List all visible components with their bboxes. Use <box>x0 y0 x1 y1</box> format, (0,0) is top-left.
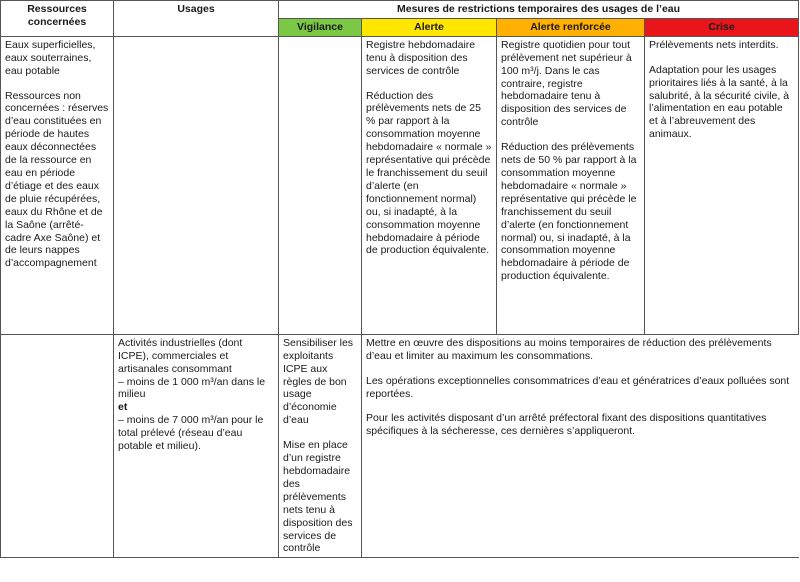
level-alerte-renforcee: Alerte renforcée <box>497 18 645 36</box>
cell-alerte-renforcee <box>497 36 645 334</box>
mesures-reduction-text: Mettre en œuvre des dispositions au moins temporaires de réduction des prélèvements d’eau et limiter au maximum les consommations. <box>366 336 772 362</box>
usages-seuil-milieu-text: – moins de 1 000 m³/an dans le milieu <box>118 375 266 401</box>
usages-seuil-total-text: – moins de 7 000 m³/an pour le total prélevé (réseau d’eau potable et milieu). <box>118 414 264 453</box>
cell-alerte <box>362 36 497 334</box>
cell-usages-industrie <box>114 334 279 558</box>
alerte-renforcee-reduction-text: Réduction des prélèvements nets de 50 % par rapport à la consommation moyenne hebdomadaire « normale » représentative qui précède le franchissement du seuil d’alerte (en fonctionnement normal) ou, si inadapté, à la consommation moyenne hebdomadaire à période de production équivalente. <box>501 141 637 283</box>
header-usages: Usages <box>114 1 279 37</box>
level-vigilance: Vigilance <box>279 18 362 36</box>
alerte-reduction-text: Réduction des prélèvements nets de 25 % par rapport à la consommation moyenne hebdomadaire « normale » représentative qui précède le franchissement du seuil d’alerte (en fonctionnement normal) ou, si inadapté, à la consommation moyenne hebdomadaire à période de production équivalente. <box>366 89 492 257</box>
level-crise: Crise <box>645 18 799 36</box>
cell-mesures-industrie <box>362 334 799 558</box>
ressources-concernees-text: Eaux superficielles, eaux souterraines, eau potable <box>5 38 96 77</box>
cell-vigilance <box>279 36 362 334</box>
usages-et-text: et <box>118 401 128 414</box>
cell-vigilance-industrie <box>279 334 362 558</box>
cell-ressources <box>1 36 114 334</box>
cell-usages <box>114 36 279 334</box>
cell-ressources-empty <box>1 334 114 558</box>
table-row <box>1 334 799 558</box>
usages-intro-text: Activités industrielles (dont ICPE), commerciales et artisanales consommant <box>118 336 243 375</box>
header-mesures: Mesures de restrictions temporaires des usages de l’eau <box>279 1 799 19</box>
header-ressources: Ressources concernées <box>1 1 114 37</box>
mesures-arrete-text: Pour les activités disposant d’un arrêté préfectoral fixant des dispositions quantitatives spécifiques à la sécheresse, ces dernières s’appliqueront. <box>366 412 767 438</box>
level-alerte: Alerte <box>362 18 497 36</box>
cell-crise <box>645 36 799 334</box>
alerte-renforcee-registre-text: Registre quotidien pour tout prélèvement net supérieur à 100 m³/j. Dans le cas contraire, registre hebdomadaire tenu à disposition des services de contrôle <box>501 38 632 129</box>
alerte-registre-text: Registre hebdomadaire tenu à disposition des services de contrôle <box>366 38 476 77</box>
crise-adaptation-text: Adaptation pour les usages prioritaires liés à la santé, à la salubrité, à la sécurité civile, à l’alimentation en eau potable et à l’abreuvement des animaux. <box>649 63 790 141</box>
crise-interdiction-text: Prélèvements nets interdits. <box>649 38 779 51</box>
ressources-non-concernees-text: Ressources non concernées : réserves d’eau constituées en période de hautes eaux déconnectées de la ressource en eau en période d’étiage et des eaux de pluie récupérées, eaux du Rhône et de la Saône (arrêté-cadre Axe Saône) et de leurs nappes d’accompagnement <box>5 89 109 270</box>
vigilance-sensibiliser-text: Sensibiliser les exploitants ICPE aux règles de bon usage d’économie d’eau <box>283 336 354 427</box>
mesures-operations-text: Les opérations exceptionnelles consommatrices d’eau et génératrices d’eaux polluées sont reportées. <box>366 374 790 400</box>
vigilance-registre-text: Mise en place d’un registre hebdomadaire des prélèvements nets tenu à disposition des services de contrôle <box>283 439 353 555</box>
table-row <box>1 36 799 334</box>
